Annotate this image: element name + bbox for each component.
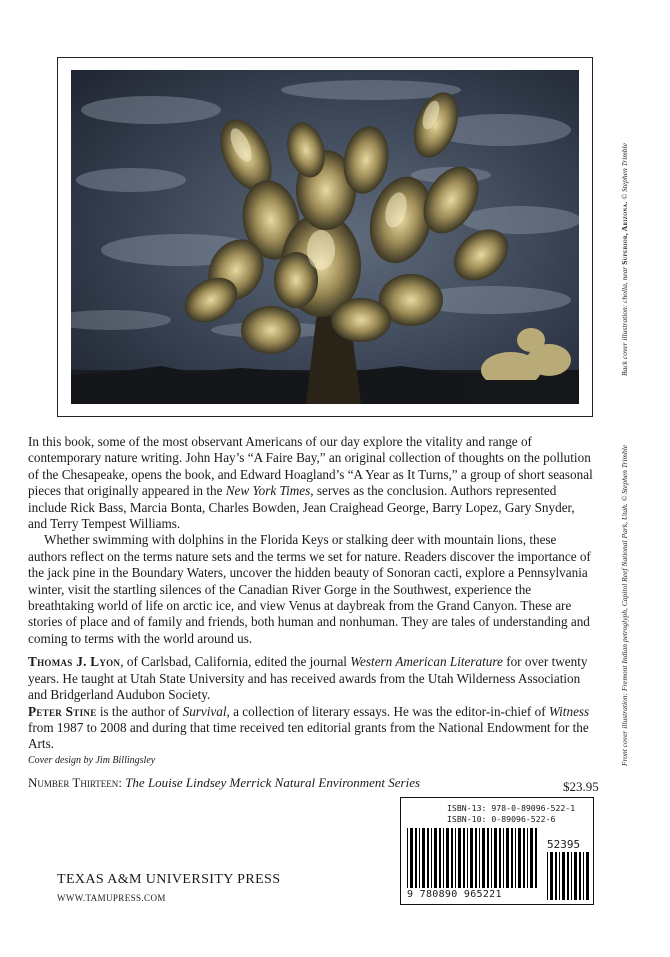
book-description xyxy=(28,434,594,753)
bio-thomas-lyon xyxy=(28,654,594,703)
back-cover-credit-label: Back cover illustration: xyxy=(620,304,629,376)
series-title: The Louise Lindsey Merrick Natural Environment Series xyxy=(125,775,421,790)
blurb-paragraph-2: Whether swimming with dolphins in the Florida Keys or stalking deer with mountain lions, these authors reflect on the terms nature sets and the terms we set for nature. Readers discover the importance of the jack pine in the Boundary Waters, uncover the hidden beauty of Sonoran cacti, explore a Pennsylvania winter, visit the startling silences of the Canadian River Gorge in the Southwest, experience the breathtaking world of life on arctic ice, and view Venus at daybreak from the Grand Canyon. These are stories of place and of family and friends, both human and nonhuman. They are tales of understanding and coming to terms with the world around us. xyxy=(28,532,591,646)
cover-design-credit: Cover design by Jim Billingsley xyxy=(28,755,156,766)
bio-stine-book: Survival xyxy=(182,703,227,719)
blurb-paragraph-1 xyxy=(28,434,594,532)
back-cover-credit xyxy=(620,143,629,376)
series-number: Number Thirteen xyxy=(28,775,119,790)
series-line xyxy=(28,775,420,791)
front-cover-credit-label: Front cover illustration: xyxy=(620,692,629,766)
blurb-p1-text-a: In this book, some of the most observant Americans of our day explore the vitality and range of contemporary nature writing. John Hay’s “A Faire Bay,” an original collection of thoughts on the pollution of the Chesapeake, opens the book, and Edward Hoagland’s “A Year as It Turns,” a group of short seasonal pieces that originally appeared in the xyxy=(28,434,593,499)
cover-photo-frame xyxy=(57,57,593,417)
isbn-13: ISBN-13: 978-0-89096-522-1 xyxy=(447,803,576,813)
price-addon-barcode xyxy=(545,852,593,900)
price: $23.95 xyxy=(563,779,599,794)
bio-stine-text-b: , a collection of literary essays. He was the editor-in-chief of xyxy=(226,703,549,719)
ean-digits: 9 780890 965221 xyxy=(407,889,502,900)
back-cover-credit-text: cholla, near xyxy=(620,264,629,305)
barcode-box xyxy=(400,797,594,905)
bio-lyon-journal: Western American Literature xyxy=(350,654,503,670)
bio-lyon-name: Thomas J. Lyon xyxy=(28,654,121,670)
back-cover-credit-place: Superior, Arizona. xyxy=(620,201,629,265)
publisher-name: TEXAS A&M UNIVERSITY PRESS xyxy=(57,872,281,887)
cactus-night-image xyxy=(71,70,579,404)
ean-barcode xyxy=(405,828,541,888)
bio-peter-stine xyxy=(28,704,594,753)
barcode-price-code: 52395 xyxy=(547,838,581,851)
back-cover-credit-photographer: © Stephen Trimble xyxy=(620,143,629,202)
front-cover-credit-text: Fremont Indian petroglyph, Capitol Reef National Park, Utah. xyxy=(620,503,629,693)
front-cover-credit-photographer: © Stephen Trimble xyxy=(620,444,629,504)
isbn-10: ISBN-10: 0-89096-522-6 xyxy=(447,814,556,824)
series-separator: : xyxy=(118,775,126,790)
bio-lyon-text-a: , of Carlsbad, California, edited the journal xyxy=(120,654,351,670)
bio-stine-text-a: is the author of xyxy=(96,703,183,719)
bio-stine-journal: Witness xyxy=(548,703,590,719)
bio-stine-name: Peter Stine xyxy=(28,703,97,719)
blurb-p1-italic: New York Times xyxy=(225,483,311,499)
blurb-p1-text-b: , serves as the conclusion. Authors represented include Rick Bass, Marcia Bonta, Charles Bowden, Jean Craighead George, Barry Lopez, Gary Snyder, and Terry Tempest Williams. xyxy=(28,483,575,532)
front-cover-credit xyxy=(620,445,629,766)
cholla-cactus-photo xyxy=(71,70,579,404)
bio-lyon-text-b: for over twenty years. He taught at Utah State University and has received awards from the Utah Wilderness Association and Bridgerland Audubon Society. xyxy=(28,654,588,703)
publisher-url[interactable]: WWW.TAMUPRESS.COM xyxy=(57,893,166,903)
bio-stine-text-c: from 1987 to 2008 and during that time received ten editorial grants from the National Endowment for the Arts. xyxy=(28,719,589,752)
